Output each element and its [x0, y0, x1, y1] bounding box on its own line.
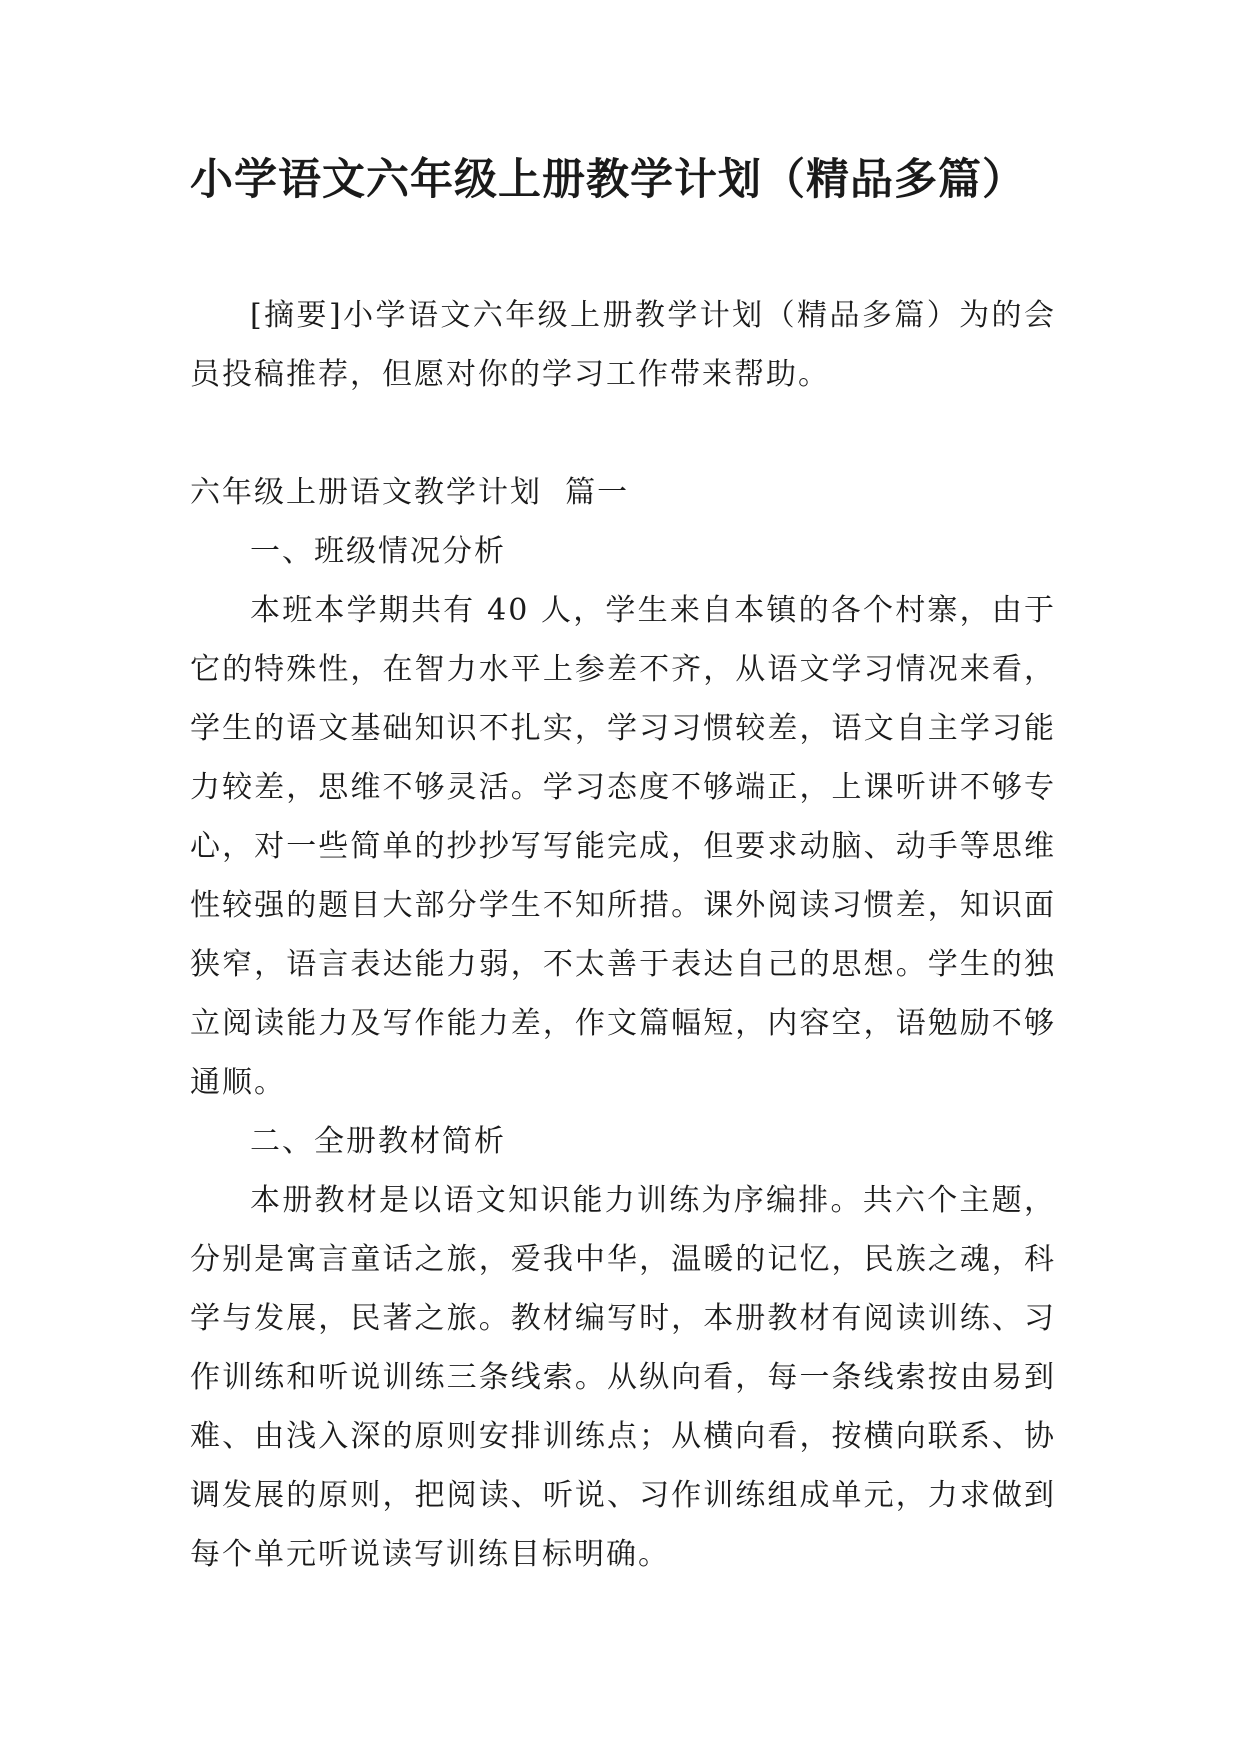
abstract-paragraph: [摘要]小学语文六年级上册教学计划（精品多篇）为的会员投稿推荐，但愿对你的学习工作带来帮助。: [190, 298, 1056, 392]
section-title: 六年级上册语文教学计划 篇一: [190, 475, 630, 510]
heading-textbook-analysis: 二、全册教材简析: [250, 1124, 506, 1159]
paragraph-textbook-analysis: 本册教材是以语文知识能力训练为序编排。共六个主题，分别是寓言童话之旅，爱我中华，温暖的记忆，民族之魂，科学与发展，民著之旅。教材编写时，本册教材有阅读训练、习作训练和听说训练三条线索。从纵向看，每一条线索按由易到难、由浅入深的原则安排训练点；从横向看，按横向联系、协调发展的原则，把阅读、听说、习作训练组成单元，力求做到每个单元听说读写训练目标明确。: [190, 1183, 1056, 1572]
heading-class-analysis: 一、班级情况分析: [250, 534, 506, 569]
document-body: [190, 286, 1056, 1584]
paragraph-class-analysis: 本班本学期共有 40 人，学生来自本镇的各个村寨，由于它的特殊性，在智力水平上参差不齐，从语文学习情况来看，学生的语文基础知识不扎实，学习习惯较差，语文自主学习能力较差，思维不够灵活。学习态度不够端正，上课听讲不够专心，对一些简单的抄抄写写能完成，但要求动脑、动手等思维性较强的题目大部分学生不知所措。课外阅读习惯差，知识面狭窄，语言表达能力弱，不太善于表达自己的思想。学生的独立阅读能力及写作能力差，作文篇幅短，内容空，语勉励不够通顺。: [190, 593, 1056, 1100]
document-title: 小学语文六年级上册教学计划（精品多篇）: [190, 155, 1026, 205]
